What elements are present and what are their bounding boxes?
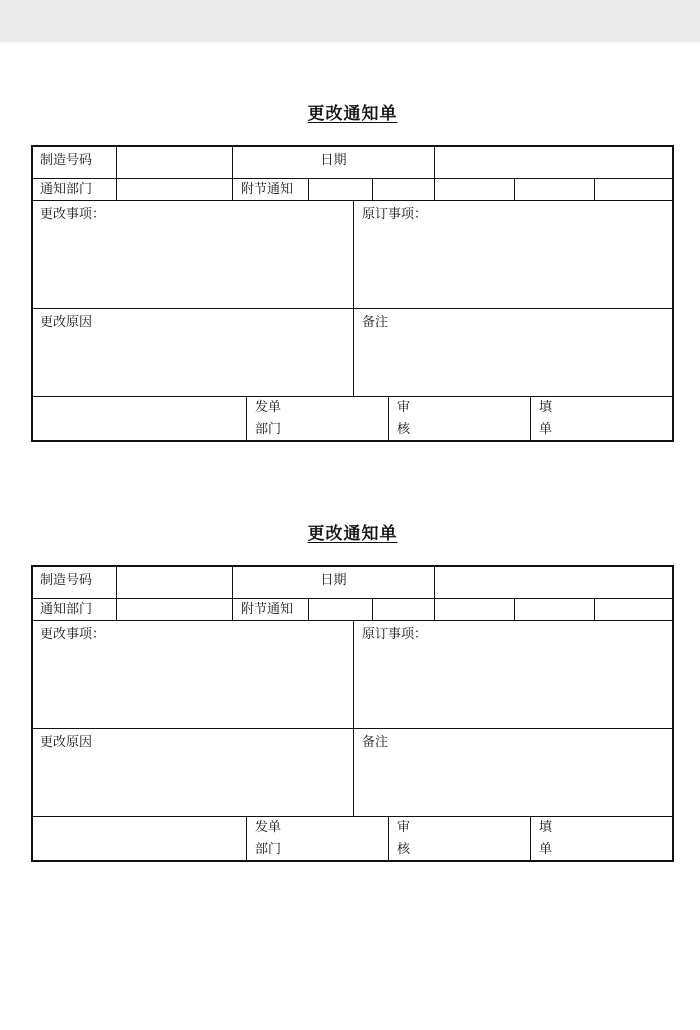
- original-items-field[interactable]: [354, 621, 672, 728]
- label-fill-line2: 单: [539, 842, 553, 857]
- top-bar: [0, 0, 700, 42]
- row-number-date: [33, 147, 672, 179]
- attached-field-5[interactable]: [595, 599, 672, 620]
- row-reason-remarks: [33, 729, 672, 817]
- label-change-items: 更改事项：: [40, 207, 106, 222]
- original-items-field[interactable]: [354, 201, 672, 308]
- label-cell: [233, 147, 435, 178]
- fill-field[interactable]: [531, 397, 672, 440]
- signature-blank-field[interactable]: [33, 817, 247, 860]
- attached-field-2[interactable]: [373, 179, 435, 200]
- row-signatures: [33, 817, 672, 860]
- issuing-dept-field[interactable]: [247, 397, 389, 440]
- label-issuing-dept-line1: 发单: [255, 820, 282, 835]
- label-review-line2: 核: [397, 422, 411, 437]
- manufacture-number-field[interactable]: [117, 567, 233, 598]
- label-cell: [33, 179, 117, 200]
- fill-field[interactable]: [531, 817, 672, 860]
- label-manufacture-number: 制造号码: [40, 153, 93, 168]
- review-field[interactable]: [389, 397, 531, 440]
- label-cell: [33, 567, 117, 598]
- label-cell: [233, 567, 435, 598]
- attached-field-5[interactable]: [595, 179, 672, 200]
- notify-dept-field[interactable]: [117, 599, 233, 620]
- attached-field-1[interactable]: [309, 599, 373, 620]
- label-original-items: 原订事项：: [362, 627, 428, 642]
- label-cell: [233, 179, 309, 200]
- label-date: 日期: [320, 573, 347, 588]
- row-dept-attached: [33, 599, 672, 621]
- remarks-field[interactable]: [354, 729, 672, 816]
- row-signatures: [33, 397, 672, 440]
- change-items-field[interactable]: [33, 201, 354, 308]
- attached-field-1[interactable]: [309, 179, 373, 200]
- row-items: [33, 201, 672, 309]
- label-review-line1: 审: [397, 400, 411, 415]
- label-cell: [33, 599, 117, 620]
- row-dept-attached: [33, 179, 672, 201]
- label-review-line2: 核: [397, 842, 411, 857]
- label-manufacture-number: 制造号码: [40, 573, 93, 588]
- label-change-reason: 更改原因: [40, 735, 93, 750]
- form-table: [31, 145, 674, 442]
- notify-dept-field[interactable]: [117, 179, 233, 200]
- issuing-dept-field[interactable]: [247, 817, 389, 860]
- date-field[interactable]: [435, 147, 672, 178]
- row-reason-remarks: [33, 309, 672, 397]
- change-reason-field[interactable]: [33, 309, 354, 396]
- label-original-items: 原订事项：: [362, 207, 428, 222]
- label-issuing-dept-line2: 部门: [255, 422, 282, 437]
- form-title: 更改通知单: [307, 104, 398, 124]
- change-items-field[interactable]: [33, 621, 354, 728]
- signature-blank-field[interactable]: [33, 397, 247, 440]
- label-attached-notice: 附节通知: [241, 602, 294, 617]
- label-issuing-dept-line1: 发单: [255, 400, 282, 415]
- change-reason-field[interactable]: [33, 729, 354, 816]
- label-fill-line1: 填: [539, 400, 553, 415]
- label-fill-line1: 填: [539, 820, 553, 835]
- label-notify-dept: 通知部门: [40, 182, 93, 197]
- label-notify-dept: 通知部门: [40, 602, 93, 617]
- label-review-line1: 审: [397, 820, 411, 835]
- form-table: [31, 565, 674, 862]
- manufacture-number-field[interactable]: [117, 147, 233, 178]
- review-field[interactable]: [389, 817, 531, 860]
- row-number-date: [33, 567, 672, 599]
- attached-field-4[interactable]: [515, 599, 595, 620]
- label-remarks: 备注: [362, 735, 389, 750]
- label-remarks: 备注: [362, 315, 389, 330]
- label-cell: [33, 147, 117, 178]
- attached-field-3[interactable]: [435, 179, 515, 200]
- label-cell: [233, 599, 309, 620]
- label-date: 日期: [320, 153, 347, 168]
- attached-field-2[interactable]: [373, 599, 435, 620]
- remarks-field[interactable]: [354, 309, 672, 396]
- label-attached-notice: 附节通知: [241, 182, 294, 197]
- label-change-items: 更改事项：: [40, 627, 106, 642]
- label-change-reason: 更改原因: [40, 315, 93, 330]
- form-title: 更改通知单: [307, 524, 398, 544]
- row-items: [33, 621, 672, 729]
- date-field[interactable]: [435, 567, 672, 598]
- label-issuing-dept-line2: 部门: [255, 842, 282, 857]
- label-fill-line2: 单: [539, 422, 553, 437]
- attached-field-3[interactable]: [435, 599, 515, 620]
- attached-field-4[interactable]: [515, 179, 595, 200]
